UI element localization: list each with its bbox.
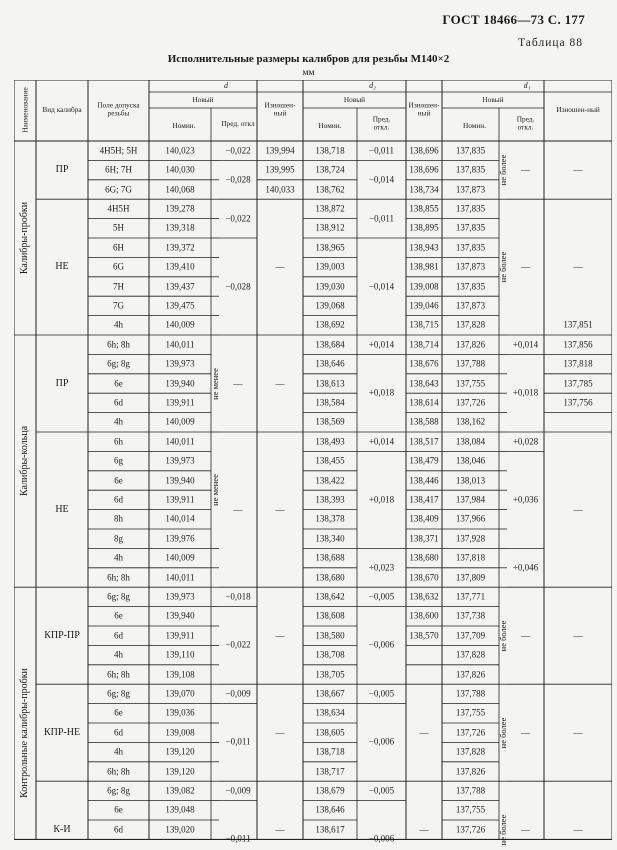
merged-value: 140,033 bbox=[265, 184, 295, 194]
d2-nominal: 138,717 bbox=[315, 766, 345, 776]
d2-nominal: 138,718 bbox=[315, 145, 345, 156]
d2-nominal: 138,393 bbox=[315, 494, 345, 505]
d1-nominal: 137,835 bbox=[455, 145, 486, 156]
merged-value: −0,011 bbox=[369, 145, 394, 156]
d1-nominal: 137,726 bbox=[455, 727, 486, 738]
d2-nominal: 138,718 bbox=[315, 746, 345, 757]
d1-worn: 137,856 bbox=[563, 339, 593, 350]
d2-worn: 138,676 bbox=[409, 358, 439, 369]
d-nominal: 140,011 bbox=[165, 436, 195, 447]
d1-nominal: 137,873 bbox=[455, 261, 486, 272]
d-nominal: 140,014 bbox=[165, 513, 195, 524]
d-nominal: 139,976 bbox=[165, 533, 195, 544]
d-nominal: 139,973 bbox=[165, 455, 195, 466]
d-nominal: 139,318 bbox=[165, 222, 195, 233]
d2-worn: 138,855 bbox=[409, 203, 439, 214]
merged-value: −0,022 bbox=[225, 639, 251, 650]
d2-worn: 138,614 bbox=[409, 397, 439, 408]
header-novyi-d: Новый bbox=[192, 94, 214, 104]
dash-cell: — bbox=[521, 727, 530, 738]
d2-nominal: 138,646 bbox=[315, 358, 345, 369]
d2-worn: 138,895 bbox=[409, 222, 439, 233]
d1-nominal: 137,755 bbox=[455, 804, 486, 815]
gauge-kind-label: НЕ bbox=[55, 261, 69, 273]
d2-worn: 138,417 bbox=[409, 494, 439, 505]
dash-cell: — bbox=[573, 727, 583, 738]
d1-nominal: 137,755 bbox=[455, 707, 486, 718]
merged-value: −0,028 bbox=[225, 281, 251, 291]
tolerance-field: 6Н; 7Н bbox=[105, 164, 132, 175]
dash-cell: — bbox=[573, 504, 583, 515]
d2-nominal: 138,634 bbox=[315, 707, 345, 718]
tolerance-field: 6h; 8h bbox=[107, 339, 130, 350]
merged-value: 139,995 bbox=[265, 164, 295, 175]
d-nominal: 139,940 bbox=[165, 610, 195, 621]
d1-nominal: 137,835 bbox=[455, 242, 486, 253]
d1-nominal: 137,835 bbox=[455, 164, 486, 175]
tolerance-field: 7G bbox=[113, 300, 124, 311]
d2-nominal: 139,030 bbox=[315, 281, 345, 291]
dash-cell: — bbox=[275, 261, 285, 272]
merged-value: +0,036 bbox=[512, 494, 539, 505]
d2-nominal: 138,608 bbox=[315, 610, 345, 621]
tolerance-field: 6g; 8g bbox=[107, 688, 130, 699]
merged-value: +0,028 bbox=[512, 436, 539, 447]
d1-nominal: 137,835 bbox=[455, 222, 486, 233]
d1-nominal: 137,826 bbox=[455, 766, 486, 776]
dash-cell: — bbox=[521, 261, 530, 272]
d2-nominal: 138,692 bbox=[315, 319, 345, 330]
merged-value: −0,006 bbox=[368, 736, 395, 747]
d2-nominal: 139,068 bbox=[315, 300, 345, 311]
d2-nominal: 138,646 bbox=[315, 804, 345, 815]
tolerance-field: 6d bbox=[114, 824, 123, 835]
tolerance-field: 6Н bbox=[113, 242, 124, 253]
d1-nominal: 137,873 bbox=[455, 184, 486, 194]
d-nominal: 139,940 bbox=[165, 475, 195, 485]
d2-worn: 138,632 bbox=[409, 591, 439, 602]
d1-nominal: 137,726 bbox=[455, 397, 486, 408]
header-pred-d: Пред. откл bbox=[221, 118, 255, 128]
d2-worn: 139,046 bbox=[409, 300, 439, 311]
tolerance-field: 6h; 8h bbox=[107, 669, 130, 679]
tolerance-field: 6h bbox=[114, 436, 123, 447]
merged-value: +0,014 bbox=[368, 436, 395, 447]
d1-nominal: 137,826 bbox=[455, 339, 486, 350]
tolerance-field: 4h bbox=[114, 746, 123, 757]
d1-nominal: 138,162 bbox=[455, 416, 486, 427]
merged-value: −0,022 bbox=[225, 145, 251, 156]
d2-nominal: 138,679 bbox=[315, 785, 345, 796]
d2-worn: 138,981 bbox=[409, 261, 439, 272]
group-label: Калибры-пробки bbox=[19, 201, 30, 275]
gauge-kind-label: ПР bbox=[55, 377, 69, 389]
d-nominal: 139,437 bbox=[165, 281, 195, 291]
tolerance-field: 4h bbox=[114, 552, 123, 563]
header-novyi-d1: Новый bbox=[482, 94, 504, 104]
d1-nominal: 137,835 bbox=[455, 281, 486, 291]
d-nominal: 140,009 bbox=[165, 319, 195, 330]
d2-worn: 138,588 bbox=[409, 416, 439, 427]
header-nomin-d1: Номин. bbox=[462, 120, 487, 130]
dash-cell: — bbox=[419, 727, 429, 738]
d-nominal: 139,070 bbox=[165, 688, 195, 699]
d2-nominal: 138,580 bbox=[315, 630, 345, 641]
d2-nominal: 138,724 bbox=[315, 164, 345, 175]
d-nominal: 139,372 bbox=[165, 242, 195, 253]
d2-nominal: 138,912 bbox=[315, 222, 345, 233]
merged-value: +0,018 bbox=[368, 387, 395, 398]
merged-note: не менее bbox=[209, 474, 220, 507]
d2-nominal: 138,688 bbox=[315, 552, 345, 563]
d-nominal: 139,475 bbox=[165, 300, 195, 311]
tolerance-field: 6G bbox=[113, 261, 124, 272]
d2-nominal: 138,617 bbox=[315, 824, 345, 835]
d-nominal: 139,082 bbox=[165, 785, 195, 796]
d2-worn: 138,680 bbox=[409, 552, 439, 563]
d-nominal: 139,048 bbox=[165, 804, 195, 815]
d-nominal: 139,110 bbox=[165, 649, 195, 660]
dash-cell: — bbox=[573, 824, 583, 835]
merged-value: −0,006 bbox=[368, 639, 395, 650]
tolerance-field: 6d bbox=[114, 727, 123, 738]
merged-note: не более bbox=[497, 251, 508, 283]
merged-value: +0,014 bbox=[368, 339, 395, 350]
header-naimenovanie: Наименование bbox=[20, 87, 30, 133]
tolerance-field: 6d bbox=[114, 397, 123, 408]
group-label: Контрольные калибры-пробки bbox=[19, 667, 30, 798]
d1-nominal: 137,966 bbox=[455, 513, 486, 524]
d1-nominal: 137,826 bbox=[455, 669, 486, 679]
tolerance-field: 6e bbox=[114, 804, 123, 815]
d-nominal: 139,008 bbox=[165, 727, 195, 738]
d-nominal: 139,911 bbox=[165, 397, 195, 408]
d-nominal: 140,009 bbox=[165, 552, 195, 563]
tolerance-field: 6e bbox=[114, 610, 123, 621]
tolerance-field: 6d bbox=[114, 630, 123, 641]
d1-nominal: 138,013 bbox=[455, 475, 486, 485]
d2-worn: 138,696 bbox=[409, 164, 439, 175]
d2-worn: 138,643 bbox=[409, 378, 439, 388]
dash-cell: — bbox=[521, 824, 530, 835]
d2-nominal: 138,684 bbox=[315, 339, 345, 350]
gauge-dimensions-table bbox=[14, 80, 612, 850]
header-d1: d₁ bbox=[523, 81, 531, 90]
d2-worn: 138,943 bbox=[409, 242, 439, 253]
header-d: d bbox=[224, 81, 228, 90]
d-nominal: 139,120 bbox=[165, 766, 195, 776]
d2-nominal: 138,455 bbox=[315, 455, 345, 466]
d1-nominal: 137,788 bbox=[455, 785, 486, 796]
dash-cell: — bbox=[573, 630, 583, 641]
header-vid-kalibra: Вид калибра bbox=[42, 104, 82, 114]
tolerance-field: 6e bbox=[114, 475, 123, 485]
header-pole-dopuska: Поле допуска резьбы bbox=[97, 100, 140, 118]
d2-nominal: 138,340 bbox=[315, 533, 345, 544]
merged-value: −0,011 bbox=[369, 213, 394, 224]
header-nomin-d2: Номин. bbox=[318, 120, 342, 130]
d2-worn: 138,446 bbox=[409, 475, 439, 485]
tolerance-field: 6h; 8h bbox=[107, 572, 130, 582]
merged-value: −0,005 bbox=[368, 785, 395, 796]
d1-nominal: 137,788 bbox=[455, 358, 486, 369]
dash-cell: — bbox=[275, 824, 285, 835]
d-nominal: 139,940 bbox=[165, 378, 195, 388]
d1-nominal: 137,835 bbox=[455, 203, 486, 214]
gauge-kind-label: КПР-ПР bbox=[44, 629, 80, 641]
d1-worn: 137,756 bbox=[563, 397, 593, 408]
merged-value: 139,994 bbox=[265, 145, 295, 156]
d2-worn: 138,714 bbox=[409, 339, 439, 350]
d2-nominal: 138,708 bbox=[315, 649, 345, 660]
tolerance-field: 6e bbox=[114, 378, 123, 388]
d2-worn: 139,008 bbox=[409, 281, 439, 291]
d2-worn: 138,409 bbox=[409, 513, 439, 524]
d2-nominal: 139,003 bbox=[315, 261, 345, 272]
d2-nominal: 138,569 bbox=[315, 416, 345, 427]
d2-nominal: 138,584 bbox=[315, 397, 345, 408]
tolerance-field: 6g; 8g bbox=[107, 358, 130, 369]
merged-value: −0,009 bbox=[225, 688, 251, 699]
dash-cell: — bbox=[521, 630, 530, 641]
tolerance-field: 6G; 7G bbox=[105, 184, 132, 194]
merged-note: не более bbox=[497, 717, 508, 749]
d-nominal: 139,973 bbox=[165, 358, 195, 369]
tolerance-field: 4h bbox=[114, 319, 123, 330]
merged-value: −0,014 bbox=[368, 281, 395, 291]
dash-cell: — bbox=[233, 504, 243, 515]
d1-nominal: 137,873 bbox=[455, 300, 486, 311]
merged-value: −0,022 bbox=[225, 213, 251, 224]
merged-value: +0,046 bbox=[512, 562, 539, 573]
tolerance-field: 4h bbox=[114, 416, 123, 427]
d1-nominal: 137,809 bbox=[455, 572, 486, 582]
d1-nominal: 137,709 bbox=[455, 630, 486, 641]
d2-nominal: 138,762 bbox=[315, 184, 345, 194]
header-iznoshennyi-d: Изношен-ный bbox=[264, 100, 296, 118]
dash-cell: — bbox=[275, 504, 285, 515]
header-iznoshennyi-d2: Изношен-ный bbox=[408, 100, 440, 118]
table-number: Таблица 88 bbox=[518, 37, 583, 49]
d1-nominal: 137,984 bbox=[455, 494, 486, 505]
header-nomin-d: Номин. bbox=[172, 120, 196, 130]
tolerance-field: 6d bbox=[114, 494, 123, 505]
d2-nominal: 138,872 bbox=[315, 203, 345, 214]
d1-worn: 137,851 bbox=[563, 319, 593, 330]
dash-cell: — bbox=[573, 164, 583, 175]
dash-cell: — bbox=[573, 261, 583, 272]
d1-nominal: 137,828 bbox=[455, 319, 486, 330]
dash-cell: — bbox=[275, 378, 285, 388]
merged-value: −0,011 bbox=[225, 833, 251, 844]
d1-worn: 137,818 bbox=[563, 358, 593, 369]
d-nominal: 139,108 bbox=[165, 669, 195, 679]
dash-cell: — bbox=[275, 727, 285, 738]
d1-nominal: 137,738 bbox=[455, 610, 486, 621]
merged-value: +0,018 bbox=[368, 494, 395, 505]
gauge-kind-label: НЕ bbox=[55, 503, 69, 515]
d2-worn: 138,479 bbox=[409, 455, 439, 466]
merged-value: +0,014 bbox=[512, 339, 539, 350]
merged-note: не менее bbox=[209, 367, 220, 400]
d-nominal: 140,009 bbox=[165, 416, 195, 427]
header-iznoshennyi-d1: Изношен-ный bbox=[556, 104, 600, 114]
d2-worn: 138,715 bbox=[409, 319, 439, 330]
d2-worn: 138,517 bbox=[409, 436, 439, 447]
tolerance-field: 4Н5Н bbox=[107, 203, 130, 214]
tolerance-field: 6g; 8g bbox=[107, 591, 130, 602]
d1-nominal: 137,771 bbox=[455, 591, 486, 602]
d1-nominal: 137,755 bbox=[455, 378, 486, 388]
d2-nominal: 138,642 bbox=[315, 591, 345, 602]
tolerance-field: 6g bbox=[114, 455, 123, 466]
standard-header: ГОСТ 18466—73 С. 177 bbox=[442, 12, 585, 27]
d2-nominal: 138,422 bbox=[315, 475, 345, 485]
tolerance-field: 4Н5Н; 5Н bbox=[99, 145, 138, 156]
header-pred-d2: Пред. откл. bbox=[372, 114, 391, 132]
d2-nominal: 138,605 bbox=[315, 727, 345, 738]
d1-nominal: 138,046 bbox=[455, 455, 486, 466]
merged-value: −0,005 bbox=[368, 688, 395, 699]
merged-note: не более bbox=[497, 154, 508, 186]
d2-worn: 138,371 bbox=[409, 533, 439, 544]
d2-nominal: 138,667 bbox=[315, 688, 345, 699]
table-caption: Исполнительные размеры калибров для резьбы М140×2 bbox=[167, 53, 450, 65]
dash-cell: — bbox=[233, 378, 243, 388]
merged-value: −0,011 bbox=[225, 736, 251, 747]
d2-nominal: 138,378 bbox=[315, 513, 345, 524]
tolerance-field: 5Н bbox=[113, 222, 124, 233]
units-label: мм bbox=[302, 68, 315, 78]
d-nominal: 140,011 bbox=[165, 339, 195, 350]
d2-nominal: 138,680 bbox=[315, 572, 345, 582]
header-novyi-d2: Новый bbox=[343, 94, 366, 104]
dash-cell: — bbox=[419, 824, 429, 835]
d2-nominal: 138,613 bbox=[315, 378, 345, 388]
gauge-kind-label: ПР bbox=[55, 164, 69, 176]
merged-value: −0,014 bbox=[368, 174, 395, 185]
d1-nominal: 137,788 bbox=[455, 688, 486, 699]
merged-value: +0,018 bbox=[512, 387, 539, 398]
d1-nominal: 138,084 bbox=[455, 436, 486, 447]
d2-worn: 138,696 bbox=[409, 145, 439, 156]
d1-nominal: 137,818 bbox=[455, 552, 486, 563]
d-nominal: 139,911 bbox=[165, 494, 195, 505]
d-nominal: 140,030 bbox=[165, 164, 195, 175]
header-pred-d1: Пред. откл. bbox=[516, 114, 535, 132]
dash-cell: — bbox=[521, 164, 530, 175]
d2-nominal: 138,493 bbox=[315, 436, 345, 447]
d-nominal: 140,068 bbox=[165, 184, 195, 194]
tolerance-field: 6g; 8g bbox=[107, 785, 130, 796]
tolerance-field: 8h bbox=[114, 513, 123, 524]
d-nominal: 140,011 bbox=[165, 572, 195, 582]
d2-worn: 138,670 bbox=[409, 572, 439, 582]
d1-nominal: 137,828 bbox=[455, 649, 486, 660]
d2-nominal: 138,705 bbox=[315, 669, 345, 679]
merged-value: −0,009 bbox=[225, 785, 251, 796]
gauge-kind-label: КПР-НЕ bbox=[43, 726, 81, 738]
d2-nominal: 138,965 bbox=[315, 242, 345, 253]
tolerance-field: 8g bbox=[114, 533, 123, 544]
d-nominal: 139,120 bbox=[165, 746, 195, 757]
gauge-kind-label: К-И bbox=[53, 823, 71, 835]
header-d2: d₂ bbox=[369, 81, 376, 90]
merged-value: +0,023 bbox=[368, 562, 395, 573]
tolerance-field: 4h bbox=[114, 649, 123, 660]
merged-value: −0,005 bbox=[368, 591, 395, 602]
d-nominal: 139,911 bbox=[165, 630, 195, 641]
d2-worn: 138,734 bbox=[409, 184, 439, 194]
tolerance-field: 6h; 8h bbox=[107, 766, 130, 776]
d-nominal: 139,020 bbox=[165, 824, 195, 835]
d1-nominal: 137,726 bbox=[455, 824, 486, 835]
tolerance-field: 7Н bbox=[113, 281, 124, 291]
d-nominal: 140,023 bbox=[165, 145, 195, 156]
d-nominal: 139,973 bbox=[165, 591, 195, 602]
group-label: Калибры-кольца bbox=[19, 426, 30, 497]
merged-note: не более bbox=[497, 620, 508, 652]
merged-value: −0,006 bbox=[368, 833, 395, 844]
d1-nominal: 137,828 bbox=[455, 746, 486, 757]
tolerance-field: 6e bbox=[114, 707, 123, 718]
d1-worn: 137,785 bbox=[563, 378, 593, 388]
d1-nominal: 137,928 bbox=[455, 533, 486, 544]
merged-value: −0,018 bbox=[225, 591, 251, 602]
d-nominal: 139,410 bbox=[165, 261, 195, 272]
merged-value: −0,028 bbox=[225, 174, 251, 185]
d2-worn: 138,570 bbox=[409, 630, 439, 641]
d-nominal: 139,278 bbox=[165, 203, 195, 214]
d2-worn: 138,600 bbox=[409, 610, 439, 621]
merged-note: не более bbox=[497, 814, 508, 846]
dash-cell: — bbox=[275, 630, 285, 641]
d-nominal: 139,036 bbox=[165, 707, 195, 718]
